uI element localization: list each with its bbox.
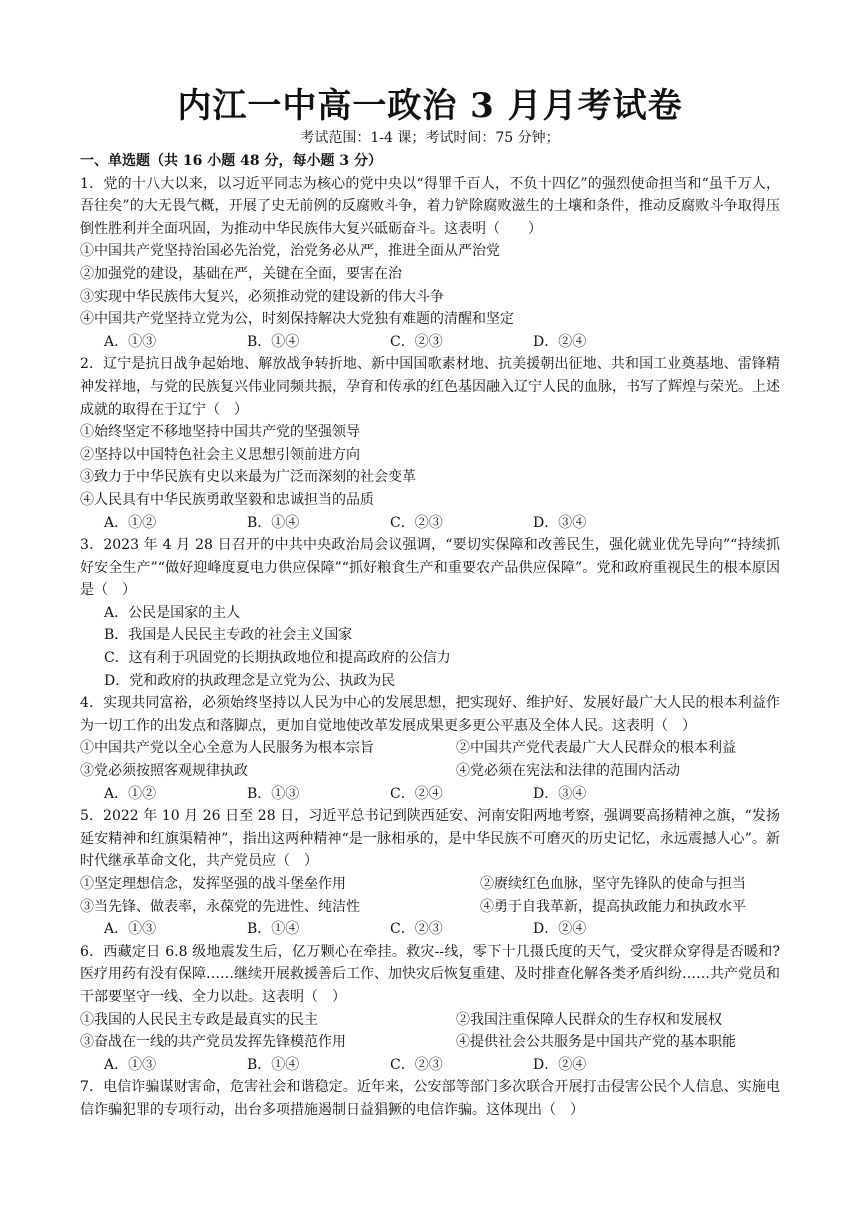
statement-item: ①坚定理想信念，发挥坚强的战斗堡垒作用: [80, 876, 346, 892]
choice-b[interactable]: B．①④: [247, 1056, 300, 1073]
choice-d[interactable]: D．党和政府的执政理念是立党为公、执政为民: [104, 672, 396, 689]
question-stem: 6．西藏定日 6.8 级地震发生后，亿万颗心在牵挂。救灾--线，零下十几摄氏度的天气，受灾群众穿得是否暖和?医疗用药有没有保障……继续开展救援善后工作、加快灾后恢复重建、及时排查化解各类矛盾纠纷……共产党员和干部要坚守一线、全力以赴。这表明（ ）: [80, 943, 780, 1005]
choice-a[interactable]: A．①②: [104, 785, 157, 802]
exam-info: 考试范围：1-4 课；考试时间：75 分钟；: [300, 130, 560, 146]
exam-content: [80, 150, 780, 1122]
statement-item: ④人民具有中华民族勇敢坚毅和忠诚担当的品质: [80, 491, 374, 508]
question-stem: 1．党的十八大以来，以习近平同志为核心的党中央以“得罪千百人，不负十四亿”的强烈使命担当和“虽千万人，吾往矣”的大无畏气概，开展了史无前例的反腐败斗争，着力铲除腐败滋生的土壤和条件，推动反腐败斗争取得压倒性胜利并全面巩固，为推动中华民族伟大复兴砥砺奋斗。这表明（ ）: [80, 175, 780, 237]
statement-item: ③当先锋、做表率，永葆党的先进性、纯洁性: [80, 898, 360, 915]
choice-a[interactable]: A．①③: [104, 1056, 157, 1073]
answer-choices: [80, 512, 780, 535]
question-stem: 2．辽宁是抗日战争起始地、解放战争转折地、新中国国歌素材地、抗美援朝出征地、共和国工业奠基地、雷锋精神发祥地，与党的民族复兴伟业同频共振，孕育和传承的红色基因融入辽宁人民的血脉，书写了辉煌与荣光。上述成就的取得在于辽宁（ ）: [80, 356, 780, 418]
question-3: [80, 534, 780, 692]
statement-item: ④提供社会公共服务是中国共产党的基本职能: [456, 1034, 736, 1051]
answer-choices: [80, 331, 780, 354]
question-1: [80, 173, 780, 354]
choice-c[interactable]: C．②③: [390, 514, 443, 531]
question-stem: 7．电信诈骗谋财害命，危害社会和谐稳定。近年来，公安部等部门多次联合开展打击侵害公民个人信息、实施电信诈骗犯罪的专项行动，出台多项措施遏制日益猖獗的电信诈骗。这体现出（ ）: [80, 1079, 780, 1118]
statement-row: [80, 873, 780, 896]
statement-item: ④党必须在宪法和法律的范围内活动: [456, 763, 680, 780]
statement-item: ②赓续红色血脉，坚守先锋队的使命与担当: [480, 876, 746, 892]
choice-c[interactable]: C．②③: [390, 1056, 443, 1073]
statement-item: ②加强党的建设，基础在严，关键在全面，要害在治: [80, 265, 402, 282]
statement-item: ④中国共产党坚持立党为公，时刻保持解决大党独有难题的清醒和坚定: [80, 311, 514, 328]
statement-item: ③致力于中华民族有史以来最为广泛而深刻的社会变革: [80, 469, 416, 486]
choice-a[interactable]: A．①③: [104, 333, 157, 350]
question-2: [80, 353, 780, 534]
statement-item: ③党必须按照客观规律执政: [80, 763, 248, 780]
choice-c[interactable]: C．②③: [390, 921, 443, 938]
answer-choices: [80, 783, 780, 806]
statement-row: [80, 760, 780, 783]
choice-d[interactable]: D．③④: [533, 514, 587, 531]
question-5: [80, 805, 780, 941]
choice-a[interactable]: A．公民是国家的主人: [104, 604, 241, 621]
page-title: 内江一中高一政治 3 月月考试卷: [177, 86, 683, 126]
statement-row: [80, 896, 780, 919]
statement-item: ④勇于自我革新，提高执政能力和执政水平: [480, 898, 746, 915]
choice-b[interactable]: B．①④: [247, 333, 300, 350]
choice-b[interactable]: B．①④: [247, 514, 300, 531]
choice-d[interactable]: D．②④: [533, 333, 587, 350]
choice-b[interactable]: B．我国是人民民主专政的社会主义国家: [104, 627, 353, 644]
answer-choices: [80, 918, 780, 941]
statement-item: ①中国共产党以全心全意为人民服务为根本宗旨: [80, 740, 374, 757]
statement-row: [80, 1009, 780, 1032]
choice-a[interactable]: A．①③: [104, 921, 157, 938]
choice-c[interactable]: C．②④: [390, 785, 443, 802]
statement-item: ②坚持以中国特色社会主义思想引领前进方向: [80, 446, 360, 463]
choice-b[interactable]: B．①③: [247, 785, 300, 802]
statement-item: ③奋战在一线的共产党员发挥先锋模范作用: [80, 1034, 346, 1051]
statement-item: ①始终坚定不移地坚持中国共产党的坚强领导: [80, 424, 360, 441]
choice-a[interactable]: A．①②: [104, 514, 157, 531]
choice-d[interactable]: D．③④: [533, 785, 587, 802]
statement-row: [80, 737, 780, 760]
choice-c[interactable]: C．这有利于巩固党的长期执政地位和提高政府的公信力: [104, 650, 451, 667]
statement-row: [80, 1031, 780, 1054]
statement-item: ②中国共产党代表最广大人民群众的根本利益: [456, 740, 736, 757]
answer-choices: [80, 1054, 780, 1077]
statement-item: ①中国共产党坚持治国必先治党，治党务必从严，推进全面从严治党: [80, 243, 500, 260]
statement-item: ①我国的人民民主专政是最真实的民主: [80, 1011, 318, 1028]
question-6: [80, 941, 780, 1077]
statement-item: ②我国注重保障人民群众的生存权和发展权: [456, 1011, 722, 1028]
question-stem: 3．2023 年 4 月 28 日召开的中共中央政治局会议强调，“要切实保障和改善民生，强化就业优先导向”“持续抓好安全生产”“做好迎峰度夏电力供应保障”“抓好粮食生产和重要农产品供应保障”。党和政府重视民生的根本原因是（ ）: [80, 537, 780, 599]
question-4: [80, 692, 780, 805]
question-stem: 5．2022 年 10 月 26 日至 28 日，习近平总书记到陕西延安、河南安阳两地考察，强调要高扬精神之旗，“发扬延安精神和红旗渠精神”，指出这两种精神“是一脉相承的，是中华民族不可磨灭的历史记忆，永远震撼人心”。新时代继承革命文化，共产党员应（ ）: [80, 808, 780, 870]
section-heading: 一、单选题（共 16 小题 48 分，每小题 3 分）: [80, 153, 382, 169]
question-7: [80, 1076, 780, 1121]
choice-c[interactable]: C．②③: [390, 333, 443, 350]
choice-d[interactable]: D．②④: [533, 1056, 587, 1073]
choice-b[interactable]: B．①④: [247, 921, 300, 938]
statement-item: ③实现中华民族伟大复兴，必须推动党的建设新的伟大斗争: [80, 288, 444, 305]
question-stem: 4．实现共同富裕，必须始终坚持以人民为中心的发展思想，把实现好、维护好、发展好最广大人民的根本利益作为一切工作的出发点和落脚点，更加自觉地使改革发展成果更多更公平惠及全体人民。这表明（ ）: [80, 695, 780, 734]
choice-d[interactable]: D．②④: [533, 921, 587, 938]
